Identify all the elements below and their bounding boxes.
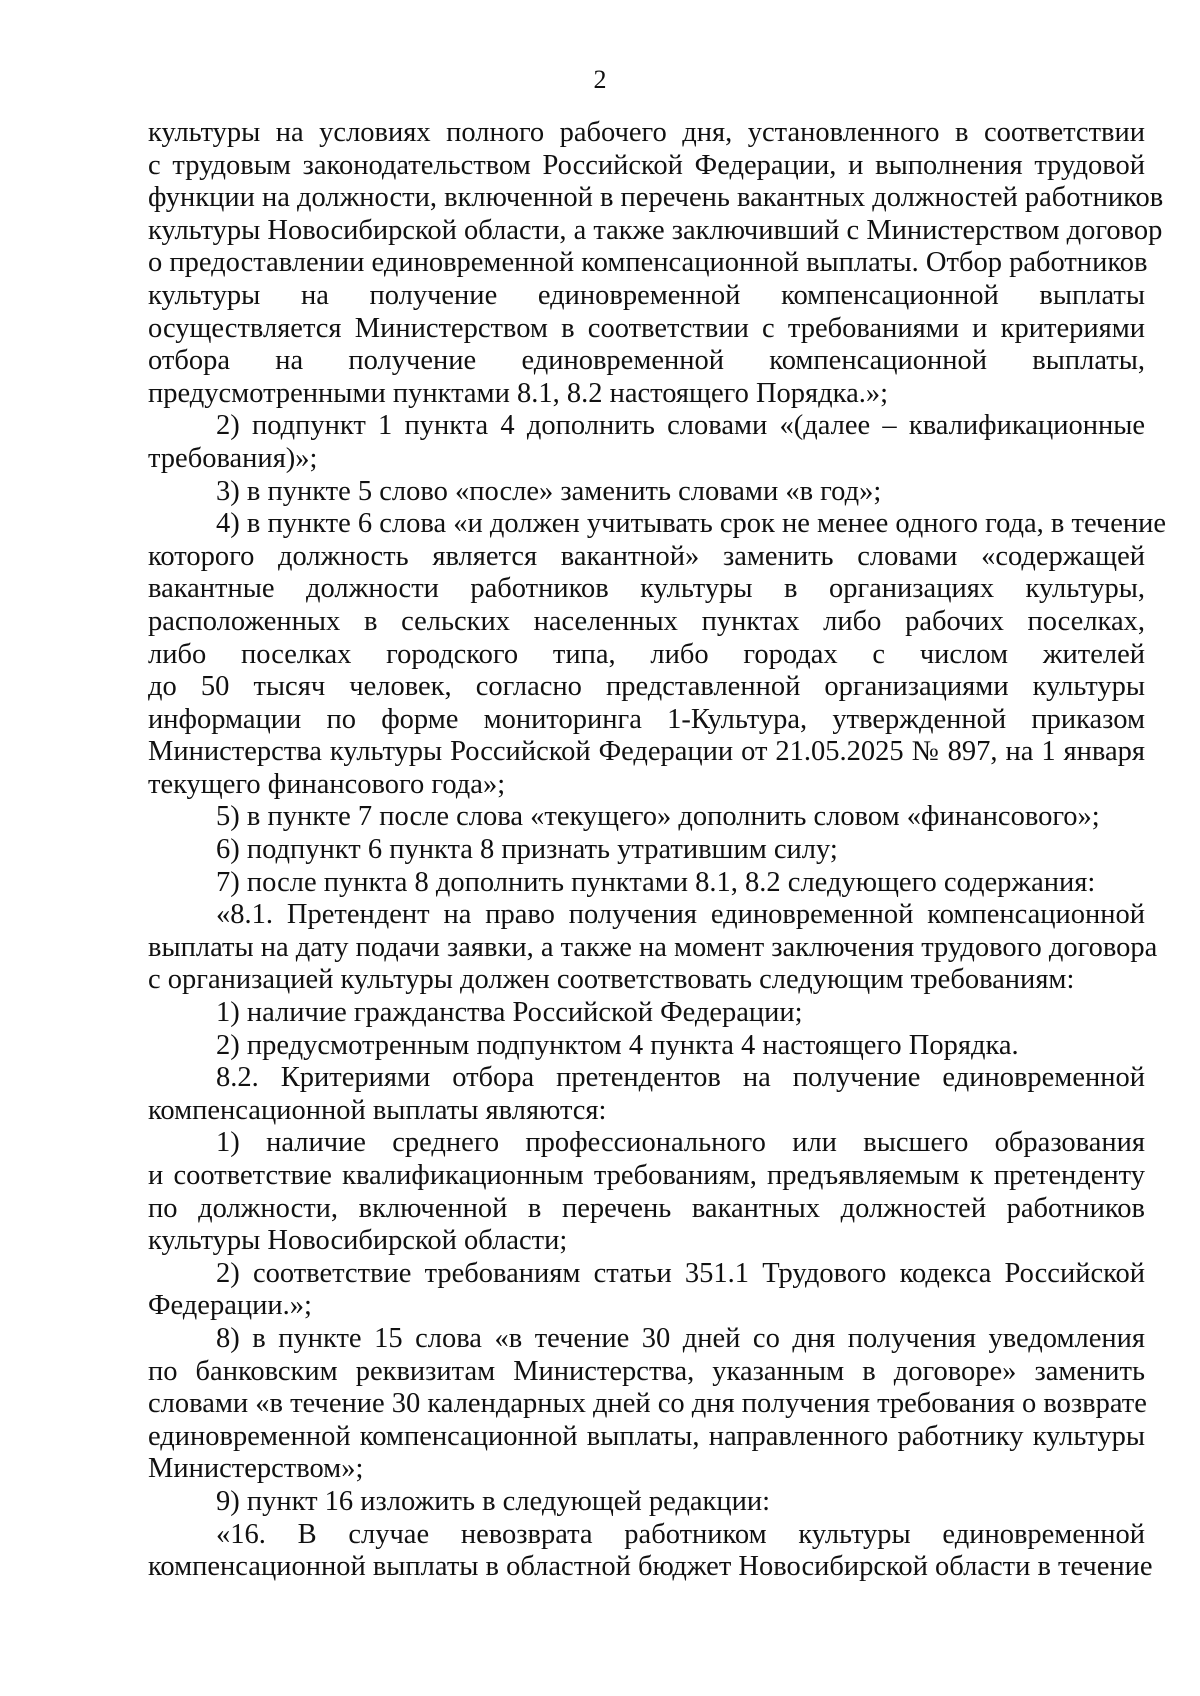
text-line: 2) предусмотренным подпунктом 4 пункта 4 настоящего Порядка. <box>216 1029 1019 1061</box>
text-line: «8.1. Претендент на право получения единовременной компенсационной <box>216 899 1145 931</box>
text-line: 3) в пункте 5 слово «после» заменить словами «в год»; <box>216 475 882 507</box>
text-line: с трудовым законодательством Российской Федерации, и выполнения трудовой <box>148 149 1145 181</box>
text-line: 7) после пункта 8 дополнить пунктами 8.1, 8.2 следующего содержания: <box>216 866 1096 898</box>
text-line: Министерства культуры Российской Федерации от 21.05.2025 № 897, на 1 января <box>148 736 1145 768</box>
text-line: единовременной компенсационной выплаты, направленного работнику культуры <box>148 1420 1145 1452</box>
text-line: культуры Новосибирской области; <box>148 1225 568 1257</box>
text-line: 1) наличие гражданства Российской Федерации; <box>216 997 803 1029</box>
text-line: расположенных в сельских населенных пунктах либо рабочих поселках, <box>148 605 1145 637</box>
text-line: о предоставлении единовременной компенсационной выплаты. Отбор работников <box>148 247 1148 279</box>
text-line: 8) в пункте 15 слова «в течение 30 дней со дня получения уведомления <box>216 1322 1145 1354</box>
text-line: функции на должности, включенной в перечень вакантных должностей работников <box>148 182 1164 214</box>
text-line: Федерации.»; <box>148 1290 312 1322</box>
text-line: культуры Новосибирской области, а также заключивший с Министерством договор <box>148 214 1163 246</box>
text-line: 1) наличие среднего профессионального или высшего образования <box>216 1127 1145 1159</box>
text-line: 5) в пункте 7 после слова «текущего» дополнить словом «финансового»; <box>216 801 1100 833</box>
text-line: словами «в течение 30 календарных дней со дня получения требования о возврате <box>148 1388 1147 1420</box>
text-line: культуры на условиях полного рабочего дня, установленного в соответствии <box>148 117 1145 148</box>
text-line: требования)»; <box>148 442 318 474</box>
text-line: культуры на получение единовременной компенсационной выплаты <box>148 279 1145 311</box>
text-line: либо поселках городского типа, либо городах с числом жителей <box>148 638 1145 670</box>
text-line: информации по форме мониторинга 1-Культура, утвержденной приказом <box>148 703 1145 735</box>
text-line: которого должность является вакантной» заменить словами «содержащей <box>148 540 1145 572</box>
text-line: Министерством»; <box>148 1453 364 1485</box>
text-line: с организацией культуры должен соответствовать следующим требованиям: <box>148 964 1075 996</box>
text-line: осуществляется Министерством в соответствии с требованиями и критериями <box>148 312 1145 344</box>
text-line: по должности, включенной в перечень вакантных должностей работников <box>148 1192 1145 1224</box>
page-number: 2 <box>593 65 607 94</box>
text-line: по банковским реквизитам Министерства, указанным в договоре» заменить <box>148 1355 1145 1387</box>
text-line: 6) подпункт 6 пункта 8 признать утратившим силу; <box>216 834 838 866</box>
text-line: выплаты на дату подачи заявки, а также на момент заключения трудового договора <box>148 931 1158 963</box>
document-body <box>148 117 1167 1584</box>
text-line: текущего финансового года»; <box>148 768 506 800</box>
text-line: 4) в пункте 6 слова «и должен учитывать срок не менее одного года, в течение <box>216 508 1167 540</box>
text-line: и соответствие квалификационным требованиям, предъявляемым к претенденту <box>148 1160 1145 1191</box>
text-line: отбора на получение единовременной компенсационной выплаты, <box>148 345 1145 377</box>
text-line: предусмотренными пунктами 8.1, 8.2 настоящего Порядка.»; <box>148 377 889 409</box>
text-line: до 50 тысяч человек, согласно представленной организациями культуры <box>148 671 1145 703</box>
text-line: «16. В случае невозврата работником культуры единовременной <box>216 1518 1145 1550</box>
text-line: компенсационной выплаты в областной бюджет Новосибирской области в течение <box>148 1551 1153 1583</box>
text-line: 8.2. Критериями отбора претендентов на получение единовременной <box>216 1062 1145 1094</box>
text-line: 2) подпункт 1 пункта 4 дополнить словами «(далее – квалификационные <box>216 410 1145 442</box>
text-line: вакантные должности работников культуры в организациях культуры, <box>148 573 1145 605</box>
text-line: 9) пункт 16 изложить в следующей редакции: <box>216 1485 771 1517</box>
text-line: 2) соответствие требованиям статьи 351.1 Трудового кодекса Российской <box>216 1257 1145 1289</box>
text-line: компенсационной выплаты являются: <box>148 1094 607 1126</box>
